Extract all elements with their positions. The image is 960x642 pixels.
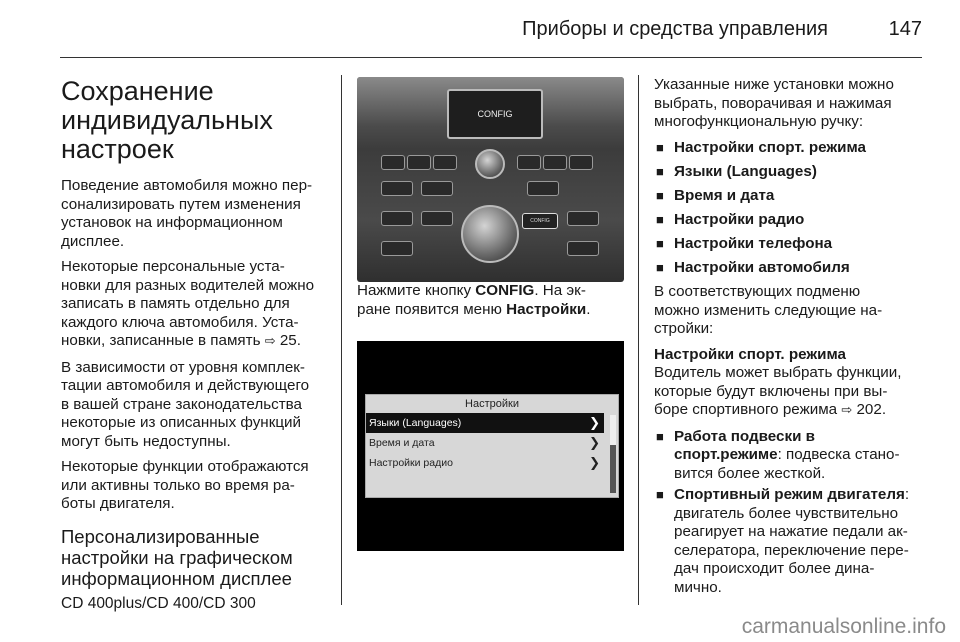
item-text: вится более жесткой. xyxy=(674,464,826,482)
panel-key xyxy=(527,181,559,196)
control-panel-photo xyxy=(357,77,624,282)
text-line: В зависимости от уровня комплек- xyxy=(61,358,305,376)
text-line: Водитель может выбрать функции, xyxy=(654,364,902,381)
preset-key xyxy=(543,155,567,170)
text-line: которые будут включены при вы- xyxy=(654,382,888,400)
text-line: боре спортивного режима xyxy=(654,401,838,418)
column-right xyxy=(654,76,924,603)
subsection-heading-line: настройки на графическом xyxy=(61,546,293,568)
menu-scrollbar-thumb[interactable] xyxy=(610,415,616,445)
text-line: могут быть недоступны. xyxy=(61,432,231,450)
subsection-heading-line: Персонализированные xyxy=(61,525,260,547)
column-divider-2 xyxy=(638,75,639,605)
text-line: тации автомобиля и действующего xyxy=(61,377,310,394)
sport-options-list xyxy=(654,428,924,598)
menu-item-radio[interactable] xyxy=(366,453,604,473)
menu-item-languages[interactable] xyxy=(366,413,604,433)
page-reference-arrow-icon: ⇨ xyxy=(264,334,276,349)
menu-title: Настройки xyxy=(465,398,519,410)
paragraph-sport-mode xyxy=(654,364,924,421)
section-heading-line: индивидуальных xyxy=(61,105,273,135)
text-line: выбрать, поворачивая и нажимая xyxy=(654,94,892,112)
caption-text: . На эк- xyxy=(534,282,586,299)
section-heading-line: Сохранение xyxy=(61,76,214,106)
caption-text: ране появится меню xyxy=(357,300,507,318)
text-line: сонализировать путем изменения xyxy=(61,195,301,213)
page-number: 147 xyxy=(888,18,922,40)
menu-item-label: Время и дата xyxy=(369,437,435,449)
item-text: реагирует на нажатие педали ак- xyxy=(674,523,908,540)
paragraph-intro xyxy=(61,177,331,251)
item-text: мично. xyxy=(674,578,722,596)
paragraph-submenu xyxy=(654,283,924,339)
item-term: Работа подвески в xyxy=(674,427,815,445)
watermark: carmanualsonline.info xyxy=(741,615,946,638)
paragraph-options-intro xyxy=(654,76,924,132)
text-line: боты двигателя. xyxy=(61,495,175,512)
list-item: ■ Время и дата xyxy=(654,187,924,206)
chevron-right-icon: ❯ xyxy=(589,435,600,450)
item-term: спорт.режиме xyxy=(674,446,778,463)
text-line: Поведение автомобиля можно пер- xyxy=(61,177,313,194)
menu-scrollbar[interactable] xyxy=(610,415,616,493)
item-text: : xyxy=(904,486,910,503)
photo-caption xyxy=(357,282,625,319)
panel-screen-config: CONFIG xyxy=(447,89,543,139)
chevron-right-icon: ❯ xyxy=(589,415,600,430)
header-rule xyxy=(60,57,922,58)
text-line: Указанные ниже установки можно xyxy=(654,76,894,93)
menu-item-label: Настройки радио xyxy=(369,457,453,469)
item-text: дач происходит более дина- xyxy=(674,560,875,577)
section-heading xyxy=(61,77,331,164)
caption-text: Нажмите кнопку xyxy=(357,282,476,299)
text-line: установок на информационном xyxy=(61,214,283,231)
caption-text: . xyxy=(586,300,591,318)
subsection-heading-line: информационном дисплее xyxy=(61,567,292,589)
page-reference[interactable]: 25. xyxy=(279,332,301,349)
list-item: ■ Языки (Languages) xyxy=(654,163,924,182)
preset-key xyxy=(381,155,405,170)
panel-key xyxy=(421,211,453,226)
panel-key xyxy=(421,181,453,196)
multifunction-knob-icon xyxy=(461,205,519,263)
preset-key xyxy=(569,155,593,170)
menu-item-label: Языки (Languages) xyxy=(369,417,462,429)
options-list xyxy=(654,139,924,278)
column-left xyxy=(61,76,331,613)
config-button: CONFIG xyxy=(522,213,558,229)
list-item: ■ Настройки телефона xyxy=(654,235,924,254)
page-header-title: Приборы и средства управления xyxy=(522,18,828,40)
text-line: каждого ключа автомобиля. Уста- xyxy=(61,313,299,331)
text-line: новки для разных водителей можно xyxy=(61,276,315,294)
text-line: записать в память отдельно для xyxy=(61,295,290,312)
preset-key xyxy=(433,155,457,170)
caption-bold: CONFIG xyxy=(475,282,535,299)
text-line: можно изменить следующие на- xyxy=(654,301,883,319)
chevron-right-icon: ❯ xyxy=(589,455,600,470)
item-term: Спортивный режим двигателя xyxy=(674,486,905,503)
panel-key xyxy=(381,211,413,226)
list-item: ■ Настройки автомобиля xyxy=(654,259,924,278)
list-item xyxy=(654,486,924,597)
settings-menu xyxy=(365,394,619,498)
item-text: селератора, переключение пере- xyxy=(674,541,909,559)
sport-mode-heading: Настройки спорт. режима xyxy=(654,345,846,363)
preset-key xyxy=(407,155,431,170)
panel-key xyxy=(567,241,599,256)
section-heading-line: настроек xyxy=(61,134,174,164)
text-line: Некоторые функции отображаются xyxy=(61,458,309,475)
preset-key xyxy=(517,155,541,170)
text-line: дисплее. xyxy=(61,232,125,250)
item-text: двигатель более чувствительно xyxy=(674,504,899,522)
page-reference[interactable]: 202. xyxy=(856,401,887,418)
menu-item-time-date[interactable] xyxy=(366,433,604,453)
text-line: или активны только во время ра- xyxy=(61,476,295,494)
model-list: CD 400plus/CD 400/CD 300 xyxy=(61,594,256,612)
text-line: в вашей стране законодательства xyxy=(61,395,303,413)
panel-key xyxy=(567,211,599,226)
text-line: новки, записанные в память xyxy=(61,332,261,349)
paragraph-engine xyxy=(61,458,331,514)
paragraph-memory xyxy=(61,258,331,352)
text-line: Некоторые персональные уста- xyxy=(61,258,285,275)
item-text: : подвеска стано- xyxy=(777,446,900,463)
text-line: В соответствующих подменю xyxy=(654,283,861,300)
text-line: многофункциональную ручку: xyxy=(654,113,864,130)
caption-bold: Настройки xyxy=(506,300,587,318)
panel-key xyxy=(381,181,413,196)
column-middle xyxy=(357,77,625,551)
list-item: ■ Настройки радио xyxy=(654,211,924,230)
subsection-heading xyxy=(61,526,331,589)
column-divider-1 xyxy=(341,75,342,605)
list-item: ■ Настройки спорт. режима xyxy=(654,139,924,158)
text-line: стройки: xyxy=(654,320,714,337)
list-item xyxy=(654,428,924,484)
volume-knob-icon xyxy=(475,149,505,179)
display-screenshot xyxy=(357,341,624,551)
paragraph-availability xyxy=(61,359,331,452)
text-line: некоторые из описанных функций xyxy=(61,414,302,431)
page-reference-arrow-icon: ⇨ xyxy=(841,403,853,418)
panel-key xyxy=(381,241,413,256)
